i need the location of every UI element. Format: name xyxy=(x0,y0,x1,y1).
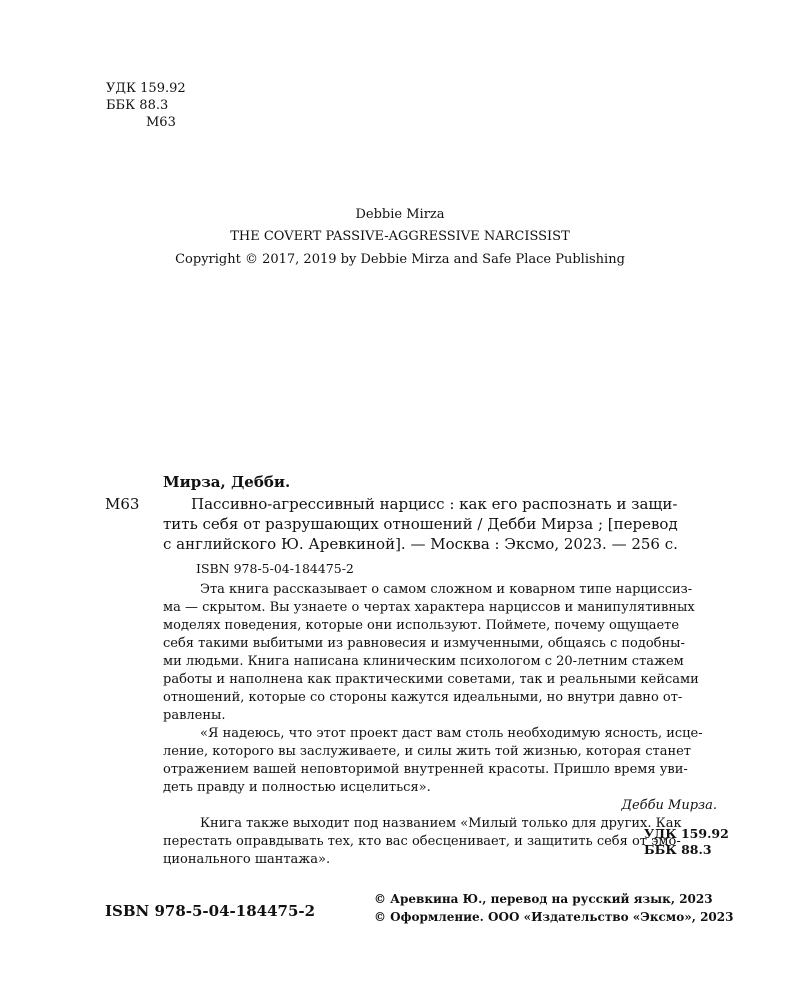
record-isbn: ISBN 978-5-04-184475-2 xyxy=(196,561,354,576)
bbk-code: ББК 88.3 xyxy=(106,98,169,113)
quote-line: отражением вашей неповторимой внутренней красоты. Пришло время уви- xyxy=(163,762,688,777)
isbn-main: ISBN 978-5-04-184475-2 xyxy=(105,902,316,920)
original-title: THE COVERT PASSIVE-AGGRESSIVE NARCISSIST xyxy=(230,229,570,244)
quote-signature: Дебби Мирза. xyxy=(621,798,717,813)
record-author-sign: М63 xyxy=(105,495,140,513)
bottom-classification xyxy=(644,826,729,858)
annotation-line: ма — скрытом. Вы узнаете о чертах характера нарциссов и манипулятивных xyxy=(163,600,695,615)
top-classification xyxy=(106,80,186,131)
record-author-heading: Мирза, Дебби. xyxy=(163,473,291,491)
annotation-line: ми людьми. Книга написана клиническим психологом с 20-летним стажем xyxy=(163,654,684,669)
quote-line: ление, которого вы заслуживаете, и силы жить той жизнью, которая станет xyxy=(163,744,691,759)
bbk-code-bottom: ББК 88.3 xyxy=(644,842,712,857)
annotation-line: отношений, которые со стороны кажутся идеальными, но внутри давно от- xyxy=(163,690,683,705)
original-author: Debbie Mirza xyxy=(355,207,445,222)
alt-title-line: ционального шантажа». xyxy=(163,852,331,867)
annotation-line: моделях поведения, которые они используют. Поймете, почему ощущаете xyxy=(163,618,680,633)
quote-line: деть правду и полностью исцелиться». xyxy=(163,780,431,795)
bibliographic-record xyxy=(163,494,720,554)
original-copyright: Copyright © 2017, 2019 by Debbie Mirza and Safe Place Publishing xyxy=(175,252,625,267)
annotation-line: равлены. xyxy=(163,708,226,723)
record-line: тить себя от разрушающих отношений / Дебби Мирза ; [перевод xyxy=(163,515,678,533)
udk-code-bottom: УДК 159.92 xyxy=(644,826,729,841)
annotation-line: работы и наполнена как практическими советами, так и реальными кейсами xyxy=(163,672,699,687)
quote-line: «Я надеюсь, что этот проект даст вам столь необходимую ясность, исце- xyxy=(200,726,703,741)
annotation xyxy=(163,581,720,869)
annotation-line: Эта книга рассказывает о самом сложном и коварном типе нарциссиз- xyxy=(200,582,693,597)
annotation-line: себя такими выбитыми из равновесия и измученными, общаясь с подобны- xyxy=(163,636,685,651)
record-line: с английского Ю. Аревкиной]. — Москва : Эксмо, 2023. — 256 с. xyxy=(163,535,678,553)
author-sign-code: М63 xyxy=(146,115,176,130)
copyright-notes xyxy=(374,890,733,926)
alt-title-line: Книга также выходит под названием «Милый только для других. Как xyxy=(200,816,682,831)
alt-title-line: перестать оправдывать тех, кто вас обесценивает, и защитить себя от эмо- xyxy=(163,834,681,849)
copyright-translation: © Аревкина Ю., перевод на русский язык, 2023 xyxy=(374,892,713,906)
udk-code: УДК 159.92 xyxy=(106,81,186,96)
copyright-design: © Оформление. ООО «Издательство «Эксмо», 2023 xyxy=(374,910,734,924)
record-line: Пассивно-агрессивный нарцисс : как его распознать и защи- xyxy=(191,495,678,513)
